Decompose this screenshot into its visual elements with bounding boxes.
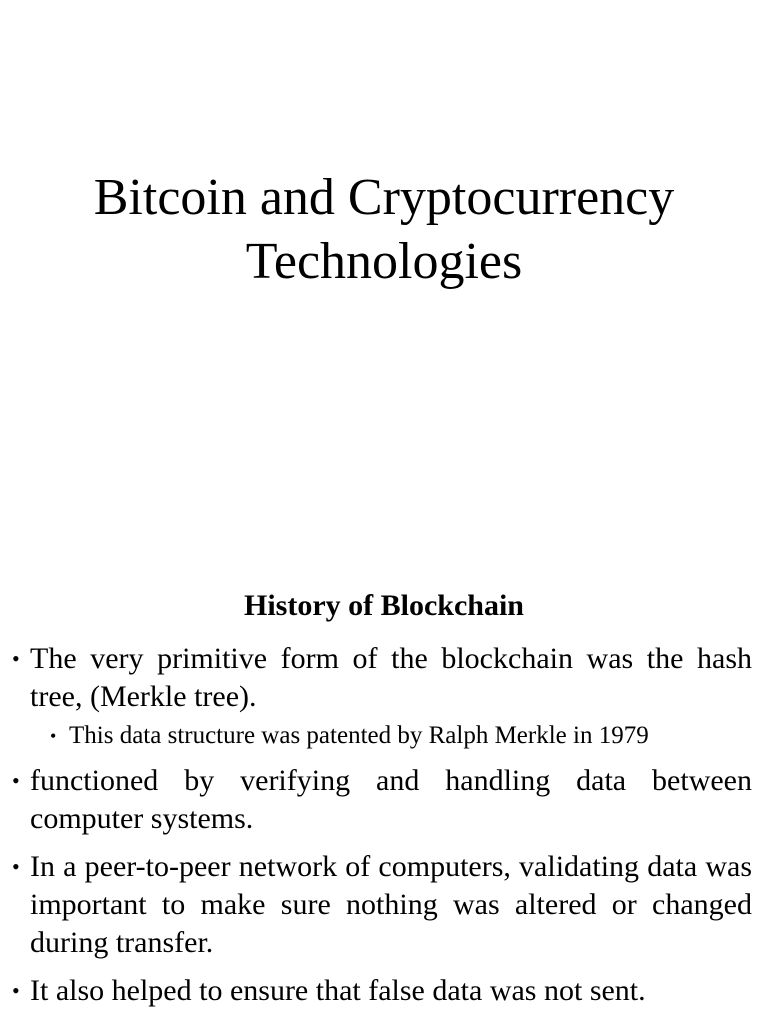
sub-bullet-marker: •	[50, 726, 57, 746]
bullet-text: In a peer-to-peer network of computers, validating data was important to make sure nothing was altered or changed during transfer.	[30, 850, 752, 959]
bullet-marker: •	[12, 768, 20, 793]
sub-bullet-item	[0, 720, 768, 752]
title-line-2: Technologies	[245, 233, 523, 290]
bullet-marker: •	[12, 646, 20, 671]
sub-bullet-text: This data structure was patented by Ralph Merkle in 1979	[69, 722, 649, 749]
slide-title	[0, 166, 768, 294]
title-line-1: Bitcoin and Cryptocurrency	[93, 169, 675, 226]
bullet-text: The very primitive form of the blockchain was the hash tree, (Merkle tree).	[30, 642, 752, 713]
bullet-item	[0, 848, 768, 962]
bullet-text: It also helped to ensure that false data was not sent.	[30, 974, 646, 1007]
bullet-item	[0, 762, 768, 838]
bullet-item	[0, 640, 768, 716]
bullet-item	[0, 972, 768, 1010]
bullet-marker: •	[12, 978, 20, 1003]
bullet-marker: •	[12, 854, 20, 879]
section-heading: History of Blockchain	[243, 589, 524, 622]
bullet-list	[0, 640, 768, 1010]
bullet-text: functioned by verifying and handling data between computer systems.	[30, 764, 752, 835]
